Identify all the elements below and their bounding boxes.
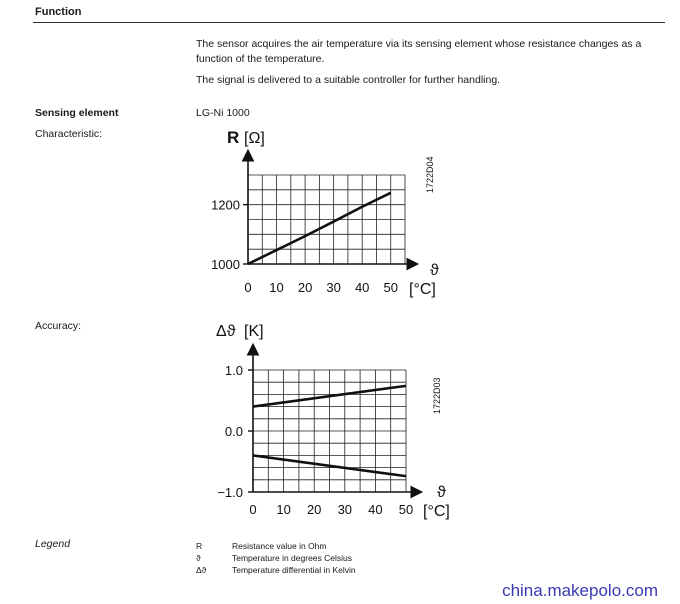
legend-text: Temperature in degrees Celsius bbox=[232, 553, 353, 563]
legend-symbol: ϑ bbox=[196, 553, 201, 563]
watermark-text: china.makepolo.com bbox=[502, 581, 658, 600]
heading-divider bbox=[33, 22, 665, 23]
x-tick-label: 50 bbox=[383, 280, 398, 295]
legend-item bbox=[196, 552, 356, 564]
legend-symbol: Δϑ bbox=[196, 565, 207, 575]
x-tick-label: 10 bbox=[276, 502, 291, 517]
x-tick-label: 20 bbox=[297, 280, 313, 295]
legend-symbol: R bbox=[196, 541, 203, 551]
function-description: The sensor acquires the air temperature via its sensing element whose resistance changes as a function of the temperature. bbox=[196, 38, 642, 65]
accuracy-y-label-unit: [K] bbox=[244, 323, 264, 340]
legend-item bbox=[196, 540, 356, 552]
y-tick-label: 1.0 bbox=[224, 363, 243, 378]
characteristic-grid bbox=[248, 175, 405, 264]
legend-label: Legend bbox=[35, 538, 71, 550]
accuracy-x-label-unit: [°C] bbox=[423, 503, 450, 520]
x-tick-label: 10 bbox=[269, 280, 284, 295]
x-tick-label: 0 bbox=[244, 280, 252, 295]
x-tick-label: 40 bbox=[368, 502, 383, 517]
accuracy-figure-code: 1722D03 bbox=[432, 377, 442, 414]
sensing-element-label: Sensing element bbox=[35, 107, 119, 119]
y-tick-label: 1000 bbox=[211, 257, 240, 272]
x-tick-label: 20 bbox=[306, 502, 322, 517]
characteristic-label: Characteristic: bbox=[35, 128, 103, 140]
x-tick-label: 0 bbox=[249, 502, 257, 517]
x-tick-label: 50 bbox=[398, 502, 414, 517]
legend-text: Temperature differential in Kelvin bbox=[232, 565, 356, 575]
characteristic-x-label-unit: [°C] bbox=[409, 281, 436, 298]
characteristic-chart bbox=[180, 120, 470, 305]
legend-list bbox=[196, 540, 356, 576]
characteristic-y-label-symbol: R bbox=[227, 128, 240, 147]
accuracy-label: Accuracy: bbox=[35, 320, 82, 332]
x-tick-label: 30 bbox=[337, 502, 353, 517]
accuracy-y-label-symbol: Δϑ bbox=[216, 323, 236, 340]
characteristic-y-label-unit: [Ω] bbox=[244, 130, 265, 147]
legend-item bbox=[196, 564, 356, 576]
y-tick-label: 1200 bbox=[211, 197, 240, 213]
accuracy-chart bbox=[180, 316, 470, 522]
characteristic-figure-code: 1722D04 bbox=[425, 156, 435, 193]
section-heading: Function bbox=[35, 6, 82, 18]
signal-description: The signal is delivered to a suitable controller for further handling. bbox=[196, 74, 501, 86]
x-tick-label: 30 bbox=[326, 280, 341, 295]
accuracy-x-label-symbol: ϑ bbox=[437, 484, 446, 501]
y-tick-label: −1.0 bbox=[217, 485, 243, 500]
legend-text: Resistance value in Ohm bbox=[232, 541, 327, 551]
y-tick-label: 0.0 bbox=[224, 424, 243, 439]
x-tick-label: 40 bbox=[354, 280, 370, 295]
sensing-element-value: LG-Ni 1000 bbox=[196, 107, 250, 119]
characteristic-x-label-symbol: ϑ bbox=[430, 262, 439, 279]
